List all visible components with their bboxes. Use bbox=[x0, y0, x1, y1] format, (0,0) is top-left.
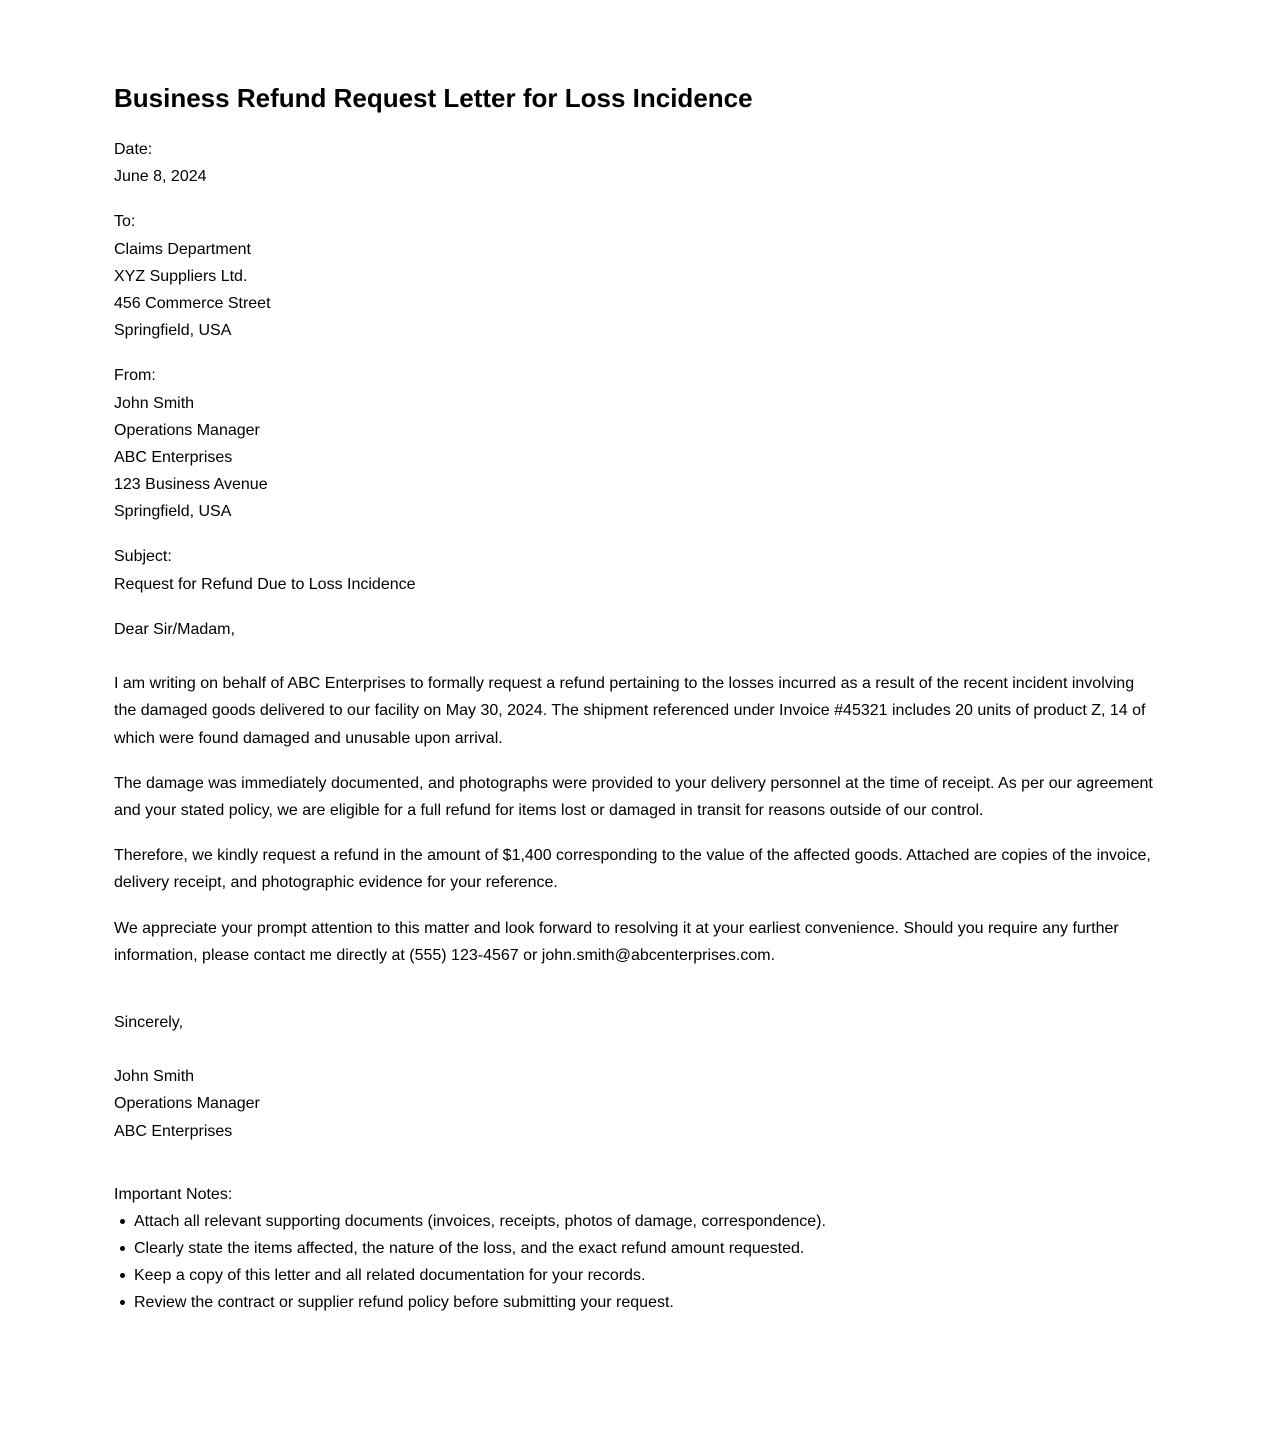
recipient-street: 456 Commerce Street bbox=[114, 295, 271, 312]
body-paragraph-3: Therefore, we kindly request a refund in the amount of $1,400 corresponding to the value of the affected goods. Attached are copies of the invoice, delivery receipt, and photographic evidence for your reference. bbox=[114, 847, 1151, 892]
to-label: To: bbox=[114, 213, 136, 230]
note-item: Clearly state the items affected, the nature of the loss, and the exact refund amount requested. bbox=[134, 1235, 1154, 1262]
recipient-department: Claims Department bbox=[114, 241, 251, 258]
note-item: Review the contract or supplier refund policy before submitting your request. bbox=[134, 1289, 1154, 1316]
document-title: Business Refund Request Letter for Loss Incidence bbox=[114, 83, 753, 113]
date-label: Date: bbox=[114, 141, 153, 158]
body-paragraph-4: We appreciate your prompt attention to this matter and look forward to resolving it at your earliest convenience. Should you require any further information, please contact me directly at (555) 123-4567 or john.smith@abcenterprises.com. bbox=[114, 920, 1119, 965]
subject-label: Subject: bbox=[114, 548, 172, 565]
sender-name: John Smith bbox=[114, 395, 195, 412]
recipient-company: XYZ Suppliers Ltd. bbox=[114, 268, 248, 285]
note-item: Keep a copy of this letter and all related documentation for your records. bbox=[134, 1262, 1154, 1289]
note-item: Attach all relevant supporting documents (invoices, receipts, photos of damage, correspondence). bbox=[134, 1208, 1154, 1235]
recipient-city: Springfield, USA bbox=[114, 322, 232, 339]
body-paragraph-2: The damage was immediately documented, and photographs were provided to your delivery personnel at the time of receipt. As per our agreement and your stated policy, we are eligible for a full refund for items lost or damaged in transit for reasons outside of our control. bbox=[114, 775, 1153, 820]
signature-company: ABC Enterprises bbox=[114, 1123, 233, 1140]
date-value: June 8, 2024 bbox=[114, 168, 207, 185]
salutation: Dear Sir/Madam, bbox=[114, 621, 235, 638]
closing: Sincerely, bbox=[114, 1014, 184, 1031]
sender-title: Operations Manager bbox=[114, 422, 260, 439]
subject-value: Request for Refund Due to Loss Incidence bbox=[114, 576, 416, 593]
sender-street: 123 Business Avenue bbox=[114, 476, 268, 493]
signature-name: John Smith bbox=[114, 1068, 195, 1085]
from-label: From: bbox=[114, 367, 156, 384]
letter-page bbox=[114, 0, 1154, 1311]
notes-label: Important Notes: bbox=[114, 1186, 233, 1203]
body-paragraph-1: I am writing on behalf of ABC Enterprises to formally request a refund pertaining to the losses incurred as a result of the recent incident involving the damaged goods delivered to our facility on May 30, 2024. The shipment referenced under Invoice #45321 includes 20 units of product Z, 14 of which were found damaged and unusable upon arrival. bbox=[114, 675, 1146, 747]
sender-company: ABC Enterprises bbox=[114, 449, 233, 466]
sender-city: Springfield, USA bbox=[114, 503, 232, 520]
signature-title: Operations Manager bbox=[114, 1095, 260, 1112]
notes-list bbox=[114, 1208, 1154, 1316]
